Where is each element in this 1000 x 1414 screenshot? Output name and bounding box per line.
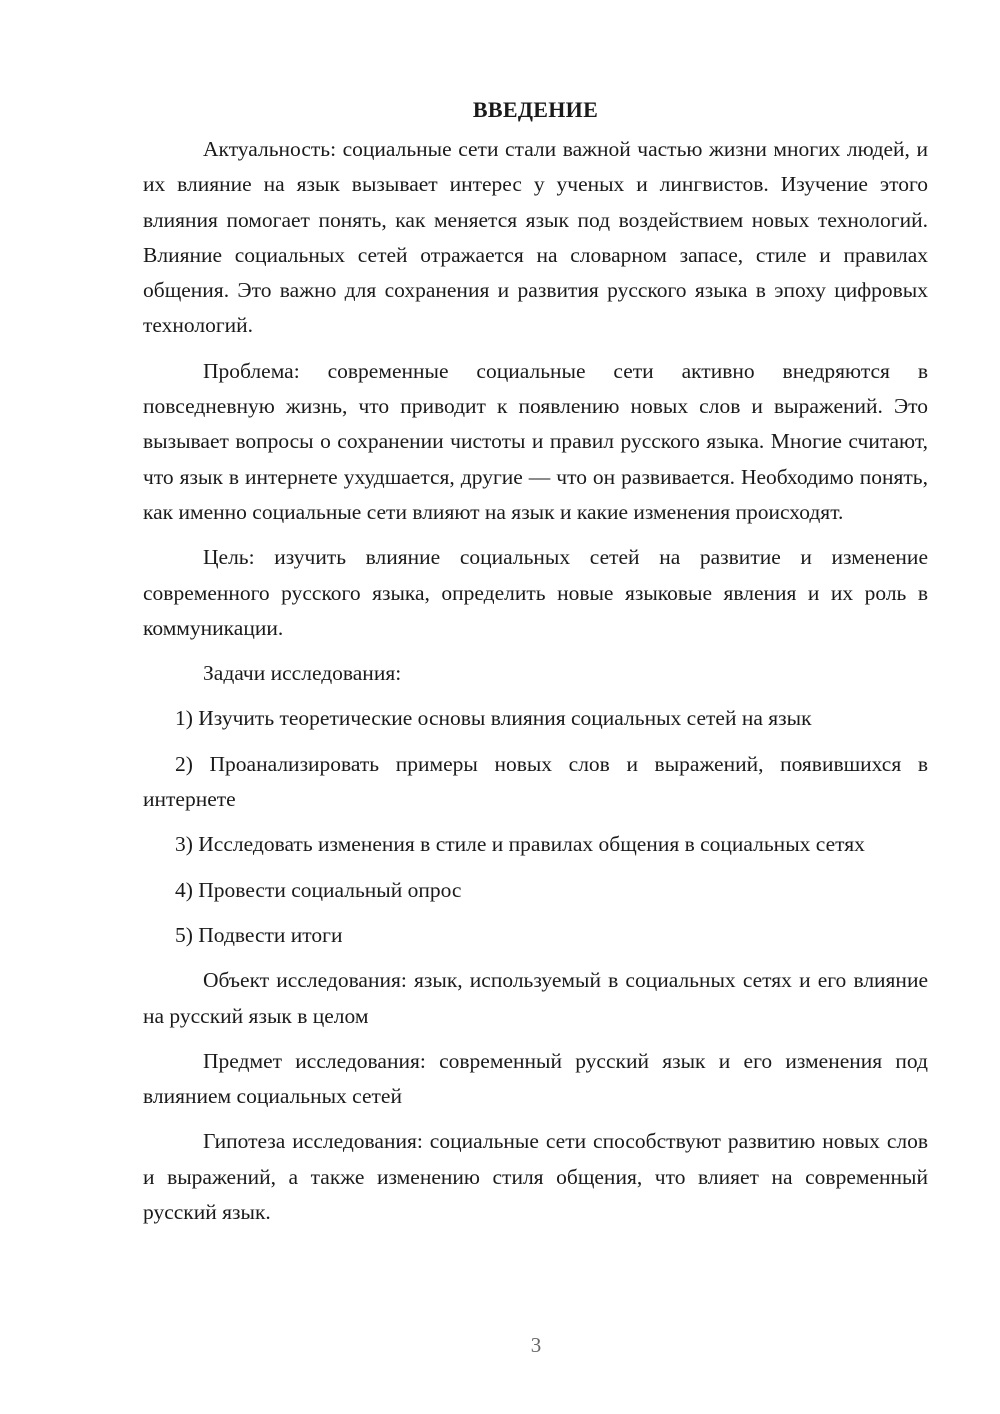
task-item-4: 4) Провести социальный опрос [175,877,462,902]
subject-paragraph: Предмет исследования: современный русский язык и его изменения под влиянием социальных сетей [143,1048,928,1109]
document-page [143,92,928,1240]
problem-paragraph: Проблема: современные социальные сети активно внедряются в повседневную жизнь, что приводит к появлению новых слов и выражений. Это вызывает вопросы о сохранении чистоты и правил русского языка. Многие считают, что язык в интернете ухудшается, другие — что он развивается. Необходимо понять, как именно социальные сети влияют на язык и какие изменения происходят. [143,358,928,524]
goal-paragraph: Цель: изучить влияние социальных сетей на развитие и изменение современного русского языка, определить новые языковые явления и их роль в коммуникации. [143,545,928,640]
hypothesis-paragraph: Гипотеза исследования: социальные сети способствуют развитию новых слов и выражений, а также изменению стиля общения, что влияет на современный русский язык. [143,1129,928,1225]
object-paragraph: Объект исследования: язык, используемый в социальных сетях и его влияние на русский язык в целом [143,968,928,1028]
task-item-3: 3) Исследовать изменения в стиле и правилах общения в социальных сетях [175,832,865,857]
page-title: ВВЕДЕНИЕ [472,97,599,122]
task-item-2: 2) Проанализировать примеры новых слов и выражений, появившихся в интернете [143,751,928,812]
relevance-paragraph: Актуальность: социальные сети стали важной частью жизни многих людей, и их влияние на язык вызывает интерес у ученых и лингвистов. Изучение этого влияния помогает понять, как меняется язык под воздействием новых технологий. Влияние социальных сетей отражается на словарном запасе, стиле и правилах общения. Это важно для сохранения и развития русского языка в эпоху цифровых технологий. [143,137,928,338]
task-item-5: 5) Подвести итоги [175,922,343,947]
tasks-heading: Задачи исследования: [203,661,402,686]
task-item-1: 1) Изучить теоретические основы влияния социальных сетей на язык [175,706,812,731]
page-number: 3 [530,1333,542,1357]
